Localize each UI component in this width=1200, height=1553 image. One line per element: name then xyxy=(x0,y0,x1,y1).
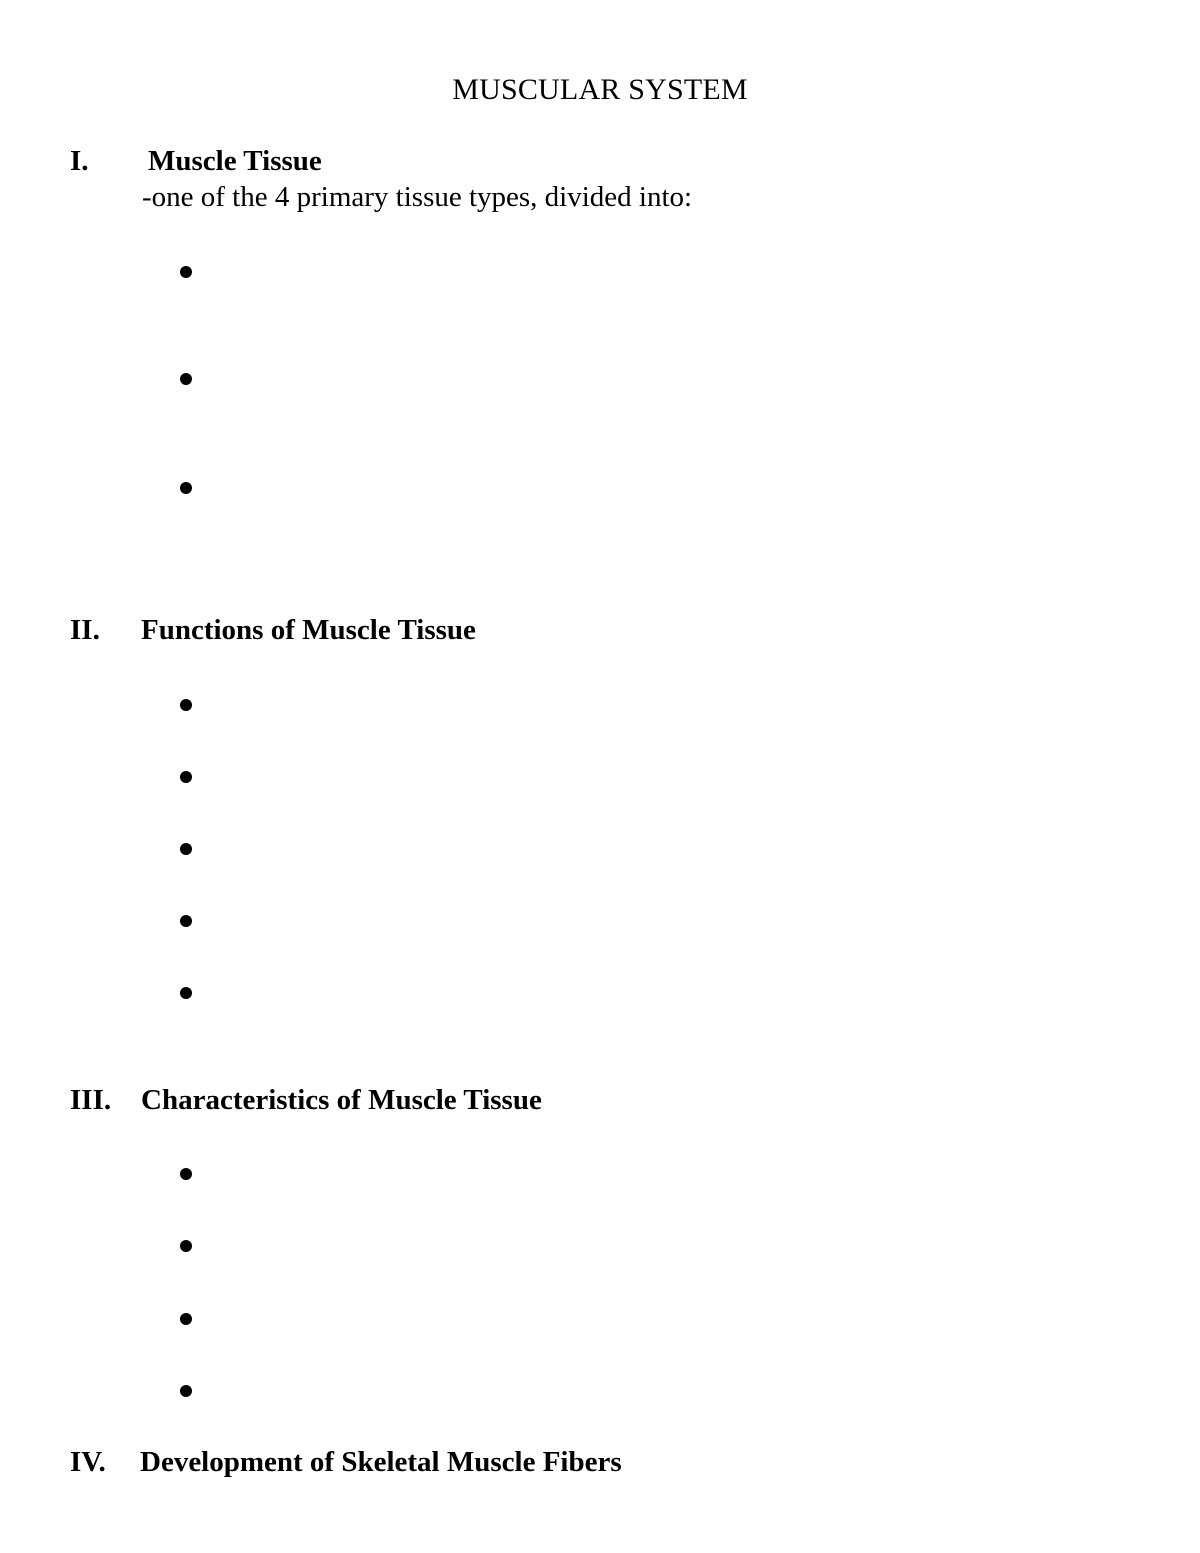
list-bullet xyxy=(180,843,192,855)
section-numeral: I. xyxy=(70,145,89,177)
section-title: Characteristics of Muscle Tissue xyxy=(141,1084,542,1116)
section-numeral: II. xyxy=(70,614,100,646)
list-bullet xyxy=(180,915,192,927)
section-numeral: IV. xyxy=(70,1446,106,1478)
section-title: Muscle Tissue xyxy=(148,145,322,177)
section-note: -one of the 4 primary tissue types, divided into: xyxy=(142,181,693,213)
section-title: Development of Skeletal Muscle Fibers xyxy=(140,1446,622,1478)
list-bullet xyxy=(180,1385,192,1397)
section-title: Functions of Muscle Tissue xyxy=(141,614,476,646)
list-bullet xyxy=(180,1240,192,1252)
list-bullet xyxy=(180,771,192,783)
list-bullet xyxy=(180,1168,192,1180)
page-title: MUSCULAR SYSTEM xyxy=(452,73,748,106)
list-bullet xyxy=(180,699,192,711)
section-numeral: III. xyxy=(70,1084,112,1116)
list-bullet xyxy=(180,987,192,999)
list-bullet xyxy=(180,482,192,494)
list-bullet xyxy=(180,1313,192,1325)
list-bullet xyxy=(180,266,192,278)
list-bullet xyxy=(180,373,192,385)
